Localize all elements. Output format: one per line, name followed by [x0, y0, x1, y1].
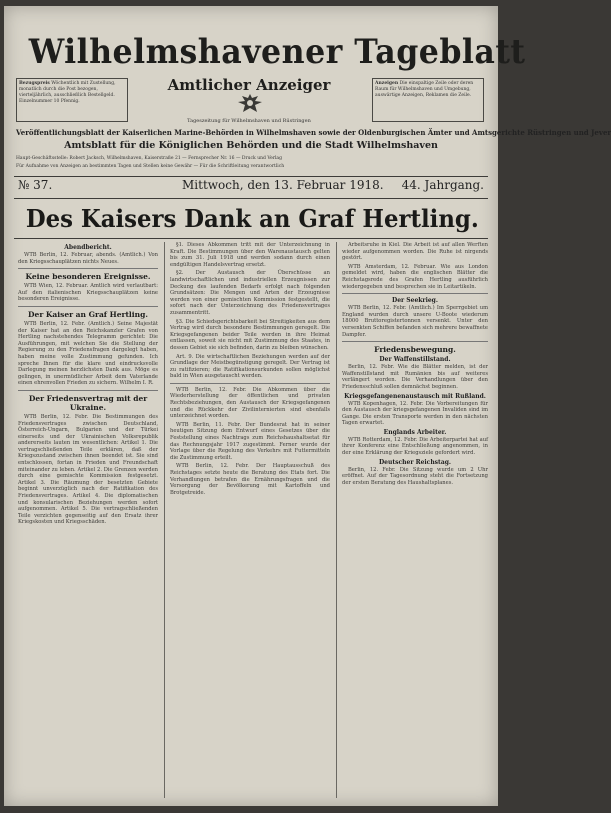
subscription-text: Wöchentlich mit Zustellung, monatlich durch die Post bezogen, vierteljährlich, ausschließlich Bestellgeld. Einzelnummer 10 Pfennig.	[19, 81, 116, 104]
ads-text: Die einspaltige Zeile oder deren Raum für Wilhelmshaven und Umgebung, auswärtige Anzeigen, Reklamen die Zeile.	[375, 81, 474, 98]
ads-box	[372, 78, 484, 122]
masthead-title: Wilhelmshavener Tageblatt	[28, 32, 526, 72]
article-text: WTB Berlin, 11. Febr. Der Bundesrat hat in seiner heutigen Sitzung dem Entwurf eines Gesetzes über die Feststellung eines Nachtrags zum Reichshaushaltsetat für das Rechnungsjahr 1917 zugestimmt. Ferner wurde der Vorlage über die Regelung des Verkehrs mit Futtermitteln die Zustimmung erteilt.	[170, 421, 330, 461]
newspaper-page	[4, 6, 611, 806]
masthead-subtitle: Amtlicher Anzeiger	[167, 76, 331, 94]
article-heading: Englands Arbeiter.	[383, 428, 447, 436]
article-heading: Kriegsgefangenenaustausch mit Rußland.	[344, 392, 486, 400]
article-text: Berlin, 12. Febr. Wie die Blätter melden, ist der Waffenstillstand mit Rumänien bis auf weiteres verlängert worden. Die Verhandlungen über den Friedensschluß sollen demnächst beginnen.	[342, 364, 488, 390]
eagle-crest-icon	[236, 92, 264, 116]
top-rule	[14, 176, 488, 177]
dateline-rule	[14, 198, 488, 199]
issue-volume: 44. Jahrgang.	[401, 178, 484, 192]
issue-number: № 37.	[18, 178, 53, 192]
column-divider	[336, 242, 337, 798]
subscription-label: Bezugspreis	[19, 81, 50, 86]
masthead-official-line: Veröffentlichungsblatt der Kaiserlichen Marine-Behörden in Wilhelmshaven sowie der Oldenburgischen Ämter und Amtsgerichte Rüstringen und Jever	[16, 128, 611, 137]
article-text: WTB Kopenhagen, 12. Febr. Die Vorbereitungen für den Austausch der kriegsgefangenen Invaliden sind im Gange. Die ersten Transporte werden in den nächsten Tagen erwartet.	[342, 400, 488, 427]
article-text: WTB Amsterdam, 12. Februar. Wie aus London gemeldet wird, haben die englischen Blätter die Reichstagsrede des Grafen Hertling ausführlich wiedergegeben und besprechen sie in Leitartikeln.	[342, 263, 488, 290]
article-text: WTB Berlin, 12. Februar, abends. (Amtlich.) Von den Kriegsschauplätzen nichts Neues.	[18, 252, 158, 265]
main-headline: Des Kaisers Dank an Graf Hertling.	[25, 204, 479, 233]
subscription-box	[16, 78, 128, 122]
column-right	[342, 242, 488, 798]
article-text: §1. Dieses Abkommen tritt mit der Unterzeichnung in Kraft. Die Bestimmungen über den Warenaustausch gelten bis zum 31. Juli 1918 und werden sodann durch einen endgültigen Handelsvertrag ersetzt.	[170, 242, 330, 268]
masthead-authority-line: Amtsblatt für die Königlichen Behörden und die Stadt Wilhelmshaven	[64, 140, 438, 151]
article-heading: Keine besonderen Ereignisse.	[25, 272, 151, 282]
column-middle	[170, 242, 330, 798]
ads-label: Anzeigen	[375, 81, 399, 86]
headline-rule	[14, 238, 488, 239]
article-heading: Der Waffenstillstand.	[379, 356, 451, 364]
article-text: Art. 9. Die wirtschaftlichen Beziehungen werden auf der Grundlage der Meistbegünstigung geregelt. Der Vertrag ist zu ratifizieren; die Ratifikationsurkunden sollen möglichst bald in Wien ausgetauscht werden.	[170, 353, 330, 380]
issue-date: Mittwoch, den 13. Februar 1918.	[182, 178, 384, 192]
article-text: WTB Berlin, 12. Febr. Die Bestimmungen des Friedensvertrages zwischen Deutschland, Österreich-Ungarn, Bulgarien und der Türkei einerseits und der Ukrainischen Volksrepublik andererseits lauten im wesentlichen: Artikel 1. Die vertragschließenden Teile erklären, daß der Kriegszustand zwischen ihnen beendet ist. Sie sind entschlossen, fortan in Frieden und Freundschaft miteinander zu leben. Artikel 2. Die Grenzen werden durch eine gemischte Kommission festgesetzt. Artikel 3. Die Räumung der besetzten Gebiete beginnt unverzüglich nach der Ratifikation des Friedensvertrages. Artikel 4. Die diplomatischen und konsularischen Beziehungen werden sofort aufgenommen. Artikel 5. Die vertragschließenden Teile verzichten gegenseitig auf den Ersatz ihrer Kriegskosten und Kriegsschäden.	[18, 413, 158, 526]
office-info: Haupt-Geschäftsstelle: Robert Jacksch, Wilhelmshaven, Kaiserstraße 21 — Fernsprecher Nr. 16 — Druck und Verlag	[16, 156, 282, 161]
article-text: Arbeitsruhe in Kiel. Die Arbeit ist auf allen Werften wieder aufgenommen worden. Die Ruhe ist nirgends gestört.	[342, 242, 488, 262]
article-text: WTB Berlin, 12. Febr. (Amtlich.) Im Sperrgebiet um England wurden durch unsere U-Boote wiederum 18000 Bruttoregistertonnen versenkt. Unter den versenkten Schiffen befanden sich mehrere bewaffnete Dampfer.	[342, 305, 488, 338]
column-left	[18, 242, 158, 798]
article-heading: Der Seekrieg.	[392, 297, 438, 305]
section-heading: Friedensbewegung.	[374, 345, 456, 355]
article-heading: Der Friedensvertrag mit der Ukraine.	[28, 393, 148, 412]
article-text: WTB Berlin, 12. Febr. Der Hauptausschuß des Reichstages setzte heute die Beratung des Etats fort. Die Verhandlungen betrafen die Ernährungsfragen und die Versorgung der Bevölkerung mit Kartoffeln und Brotgetreide.	[170, 463, 330, 496]
article-text: WTB Rotterdam, 12. Febr. Die Arbeiterpartei hat auf ihrer Konferenz eine Entschließung angenommen, in der eine Erklärung der Kriegsziele gefordert wird.	[342, 436, 488, 457]
article-text: WTB Berlin, 12. Febr. Die Abkommen über die Wiederherstellung der öffentlichen und privaten Rechtsbeziehungen, den Austausch der Kriegsgefangenen und die Rückkehr der Zivilinternierten sind ebenfalls unterzeichnet worden.	[170, 386, 330, 420]
notice-info: Für Aufnahme von Anzeigen an bestimmten Tagen und Stellen keine Gewähr — Für die Schriftleitung verantwortlich	[16, 164, 285, 169]
article-text: §3. Die Schiedsgerichtsbarkeit bei Streitigkeiten aus dem Vertrag wird durch besondere Bestimmungen geregelt. Die Kriegsgefangenen beider Teile werden in ihre Heimat entlassen, soweit sie nicht mit Zustimmung des Staates, in dessen Gebiet sie sich befinden, darin zu bleiben wünschen.	[170, 318, 330, 351]
article-text: Berlin, 12. Febr. Die Sitzung wurde um 2 Uhr eröffnet. Auf der Tagesordnung steht die Fortsetzung der ersten Beratung des Haushaltsplanes.	[342, 466, 488, 486]
masthead-tagline: Tageszeitung für Wilhelmshaven und Rüstringen	[187, 118, 311, 124]
dateline	[14, 178, 488, 196]
column-divider	[164, 242, 165, 798]
article-text: WTB Wien, 12. Februar. Amtlich wird verlautbart: Auf den italienischen Kriegsschauplätzen keine besonderen Ereignisse.	[18, 283, 158, 303]
article-text: WTB Berlin, 12. Febr. (Amtlich.) Seine Majestät der Kaiser hat an den Reichskanzler Grafen von Hertling nachstehendes Telegramm gerichtet: Die Ausführungen, mit welchen Sie die Stellung der Regierung zu den Friedensfragen dargelegt haben, haben meine volle Zustimmung gefunden. Ich spreche Ihnen für die klare und eindrucksvolle Darlegung meinen herzlichsten Dank aus. Möge es gelingen, in unermüdlicher Arbeit dem Vaterlande einen ehrenvollen Frieden zu sichern. Wilhelm I. R.	[18, 320, 158, 387]
article-heading: Deutscher Reichstag.	[378, 458, 452, 466]
article-text: §2. Der Austausch der Überschüsse an landwirtschaftlichen und industriellen Erzeugnissen zur Deckung des laufenden Bedarfs erfolgt nach folgenden Grundsätzen: Die Mengen und Arten der Erzeugnisse werden von einer gemischten Kommission festgestellt, die sofort nach der Unterzeichnung des Friedensvertrages zusammentritt.	[170, 270, 330, 316]
article-heading: Der Kaiser an Graf Hertling.	[28, 309, 148, 319]
article-heading: Abendbericht.	[64, 244, 112, 251]
